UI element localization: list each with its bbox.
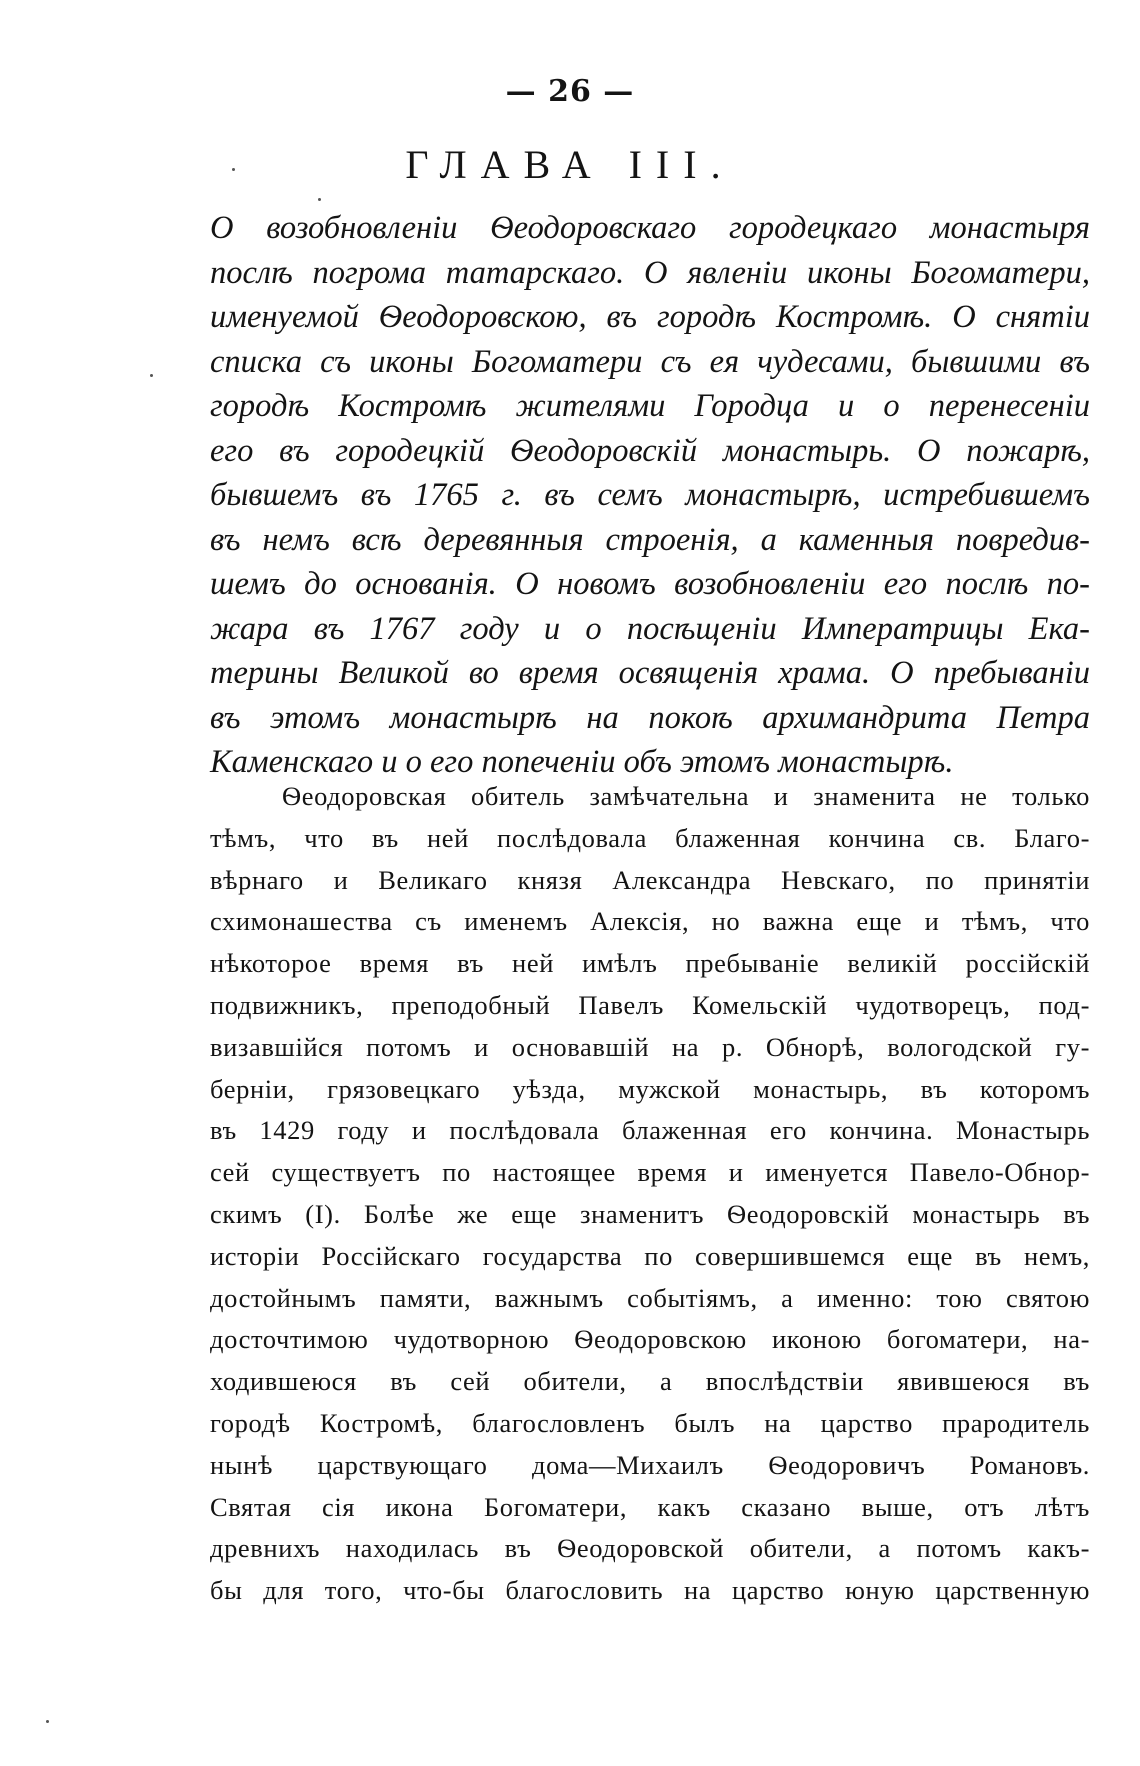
body-line: исторіи Россійскаго государства по совершившемся еще въ немъ, — [210, 1240, 1090, 1271]
summary-line: шемъ до основанія. О новомъ возобновленіи его послѣ по- — [210, 566, 1090, 602]
body-line: нѣкоторое время въ ней имѣлъ пребываніе великій россійскій — [210, 948, 1090, 979]
chapter-summary — [210, 206, 1090, 785]
body-line: Святая сія икона Богоматери, какъ сказано выше, отъ лѣтъ — [210, 1491, 1090, 1522]
body-line: городѣ Костромѣ, благословленъ былъ на царство прародитель — [210, 1407, 1090, 1438]
scan-speck — [150, 374, 153, 377]
scan-speck — [46, 1720, 49, 1723]
summary-line: въ немъ всѣ деревянныя строенія, а каменныя повредив- — [210, 521, 1090, 558]
summary-line: бывшемъ въ 1765 г. въ семъ монастырѣ, истребившемъ — [210, 477, 1090, 513]
body-line: Ѳеодоровская обитель замѣчательна и знаменита не только — [282, 781, 1090, 811]
body-line: визавшійся потомъ и основавшій на р. Обнорѣ, вологодской гу- — [210, 1031, 1090, 1062]
page-number: — 26 — — [505, 74, 635, 109]
body-line: достойнымъ памяти, важнымъ событіямъ, а именно: тою святою — [210, 1282, 1090, 1313]
body-line: схимонашества съ именемъ Алексія, но важна еще и тѣмъ, что — [210, 906, 1090, 937]
scan-speck — [232, 168, 235, 171]
summary-line: послѣ погрома татарскаго. О явленіи иконы Богоматери, — [210, 254, 1090, 291]
summary-line: именуемой Ѳеодоровскою, въ городѣ Костромѣ. О снятіи — [210, 299, 1090, 335]
summary-line: О возобновленіи Ѳеодоровскаго городецкаго монастыря — [210, 210, 1090, 246]
body-line: въ 1429 году и послѣдовала блаженная его кончина. Монастырь — [210, 1115, 1090, 1146]
summary-line: въ этомъ монастырѣ на покоѣ архимандрита Петра — [210, 699, 1090, 736]
body-line: досточтимою чудотворною Ѳеодоровскою иконою богоматери, на- — [210, 1324, 1090, 1355]
summary-line: городѣ Костромѣ жителями Городца и о перенесеніи — [210, 388, 1090, 424]
scan-speck — [318, 198, 321, 201]
body-line: нынѣ царствующаго дома—Михаилъ Ѳеодоровичъ Романовъ. — [210, 1449, 1090, 1480]
body-line: скимъ (I). Болѣе же еще знаменитъ Ѳеодоровскій монастырь въ — [210, 1198, 1090, 1229]
summary-line: Каменскаго и о его попеченіи объ этомъ монастырѣ. — [210, 744, 954, 780]
body-line: ходившеюся въ сей обители, а впослѣдствіи явившеюся въ — [210, 1366, 1090, 1397]
body-line: древнихъ находилась въ Ѳеодоровской обители, а потомъ какъ- — [210, 1533, 1090, 1564]
summary-line: терины Великой во время освященія храма. О пребываніи — [210, 655, 1090, 691]
body-paragraph — [210, 776, 1090, 1612]
body-line: берніи, грязовецкаго уѣзда, мужской монастырь, въ которомъ — [210, 1073, 1090, 1104]
body-line: подвижникъ, преподобный Павелъ Комельскій чудотворецъ, под- — [210, 989, 1090, 1020]
summary-line: его въ городецкій Ѳеодоровскій монастырь. О пожарѣ, — [210, 432, 1090, 469]
chapter-title: ГЛАВА III. — [405, 142, 735, 187]
summary-line: жара въ 1767 году и о посѣщеніи Императрицы Ека- — [210, 610, 1090, 647]
body-line: бы для того, что-бы благословить на царство юную царственную — [210, 1575, 1090, 1606]
body-line: сей существуетъ по настоящее время и именуется Павело-Обнор- — [210, 1157, 1090, 1188]
body-line: вѣрнаго и Великаго князя Александра Невскаго, по принятіи — [210, 864, 1090, 895]
summary-line: списка съ иконы Богоматери съ ея чудесами, бывшими въ — [210, 343, 1090, 380]
body-line: тѣмъ, что въ ней послѣдовала блаженная кончина св. Благо- — [210, 822, 1090, 853]
